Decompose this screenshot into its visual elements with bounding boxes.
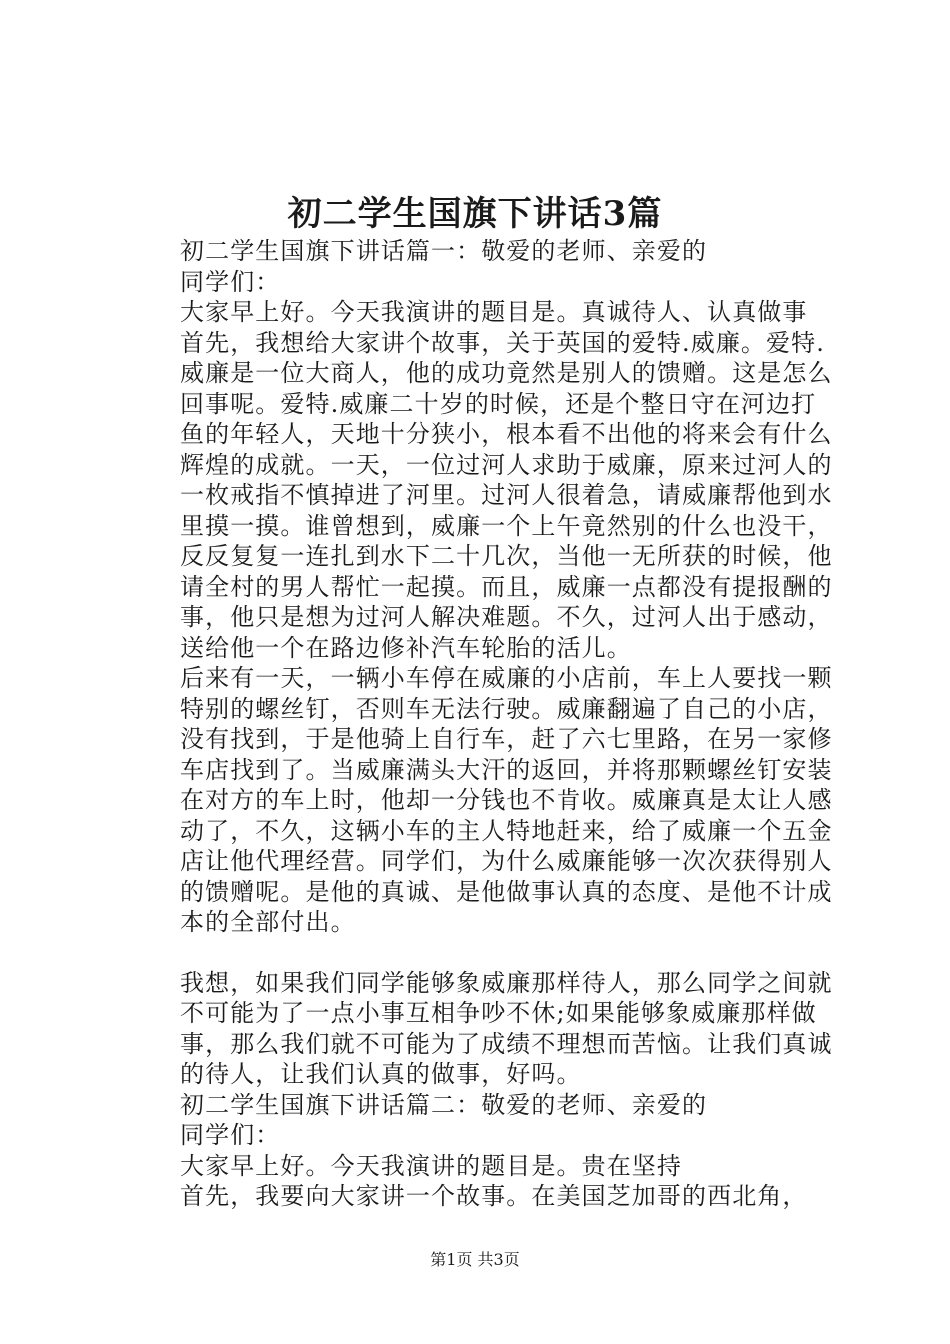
paragraph: 初二学生国旗下讲话篇一：敬爱的老师、亲爱的 [180,237,708,265]
paragraph: 首先，我想给大家讲个故事，关于英国的爱特.威廉。爱特.威廉是一位大商人，他的成功竟然是别人的馈赠。这是怎么回事呢。爱特.威廉二十岁的时候，还是个整日守在河边打鱼的年轻人，天地十分狭小，根本看不出他的将来会有什么辉煌的成就。一天，一位过河人求助于威廉，原来过河人的一枚戒指不慎掉进了河里。过河人很着急，请威廉帮他到水里摸一摸。谁曾想到，威廉一个上午竟然别的什么也没干，反反复复一连扎到水下二十几次，当他一无所获的时候，他请全村的男人帮忙一起摸。而且，威廉一点都没有提报酬的事，他只是想为过河人解决难题。不久，过河人出于感动，送给他一个在路边修补汽车轮胎的活儿。 [180,328,833,662]
paragraph: 同学们： [180,1121,281,1149]
paragraph: 我想，如果我们同学能够象威廉那样待人，那么同学之间就不可能为了一点小事互相争吵不休;如果能够象威廉那样做事，那么我们就不可能为了成绩不理想而苦恼。让我们真诚的待人，让我们认真的做事，好吗。 [180,968,833,1088]
document-title: 初二学生国旗下讲话3篇 [287,194,663,234]
paragraph: 首先，我要向大家讲一个故事。在美国芝加哥的西北角， [180,1182,808,1210]
page-number-footer: 第1页 共3页 [430,1250,520,1269]
paragraph: 后来有一天，一辆小车停在威廉的小店前，车上人要找一颗特别的螺丝钉，否则车无法行驶。威廉翻遍了自己的小店，没有找到，于是他骑上自行车，赶了六七里路，在另一家修车店找到了。当威廉满头大汗的返回，并将那颗螺丝钉安装在对方的车上时，他却一分钱也不肯收。威廉真是太让人感动了，不久，这辆小车的主人特地赶来，给了威廉一个五金店让他代理经营。同学们，为什么威廉能够一次次获得别人的馈赠呢。是他的真诚、是他做事认真的态度、是他不计成本的全部付出。 [180,664,833,936]
paragraph: 大家早上好。今天我演讲的题目是。贵在坚持 [180,1151,682,1180]
document-body [130,236,840,1212]
paragraph: 大家早上好。今天我演讲的题目是。真诚待人、认真做事 [180,298,808,326]
paragraph: 同学们： [180,267,281,296]
paragraph: 初二学生国旗下讲话篇二：敬爱的老师、亲爱的 [180,1090,708,1119]
